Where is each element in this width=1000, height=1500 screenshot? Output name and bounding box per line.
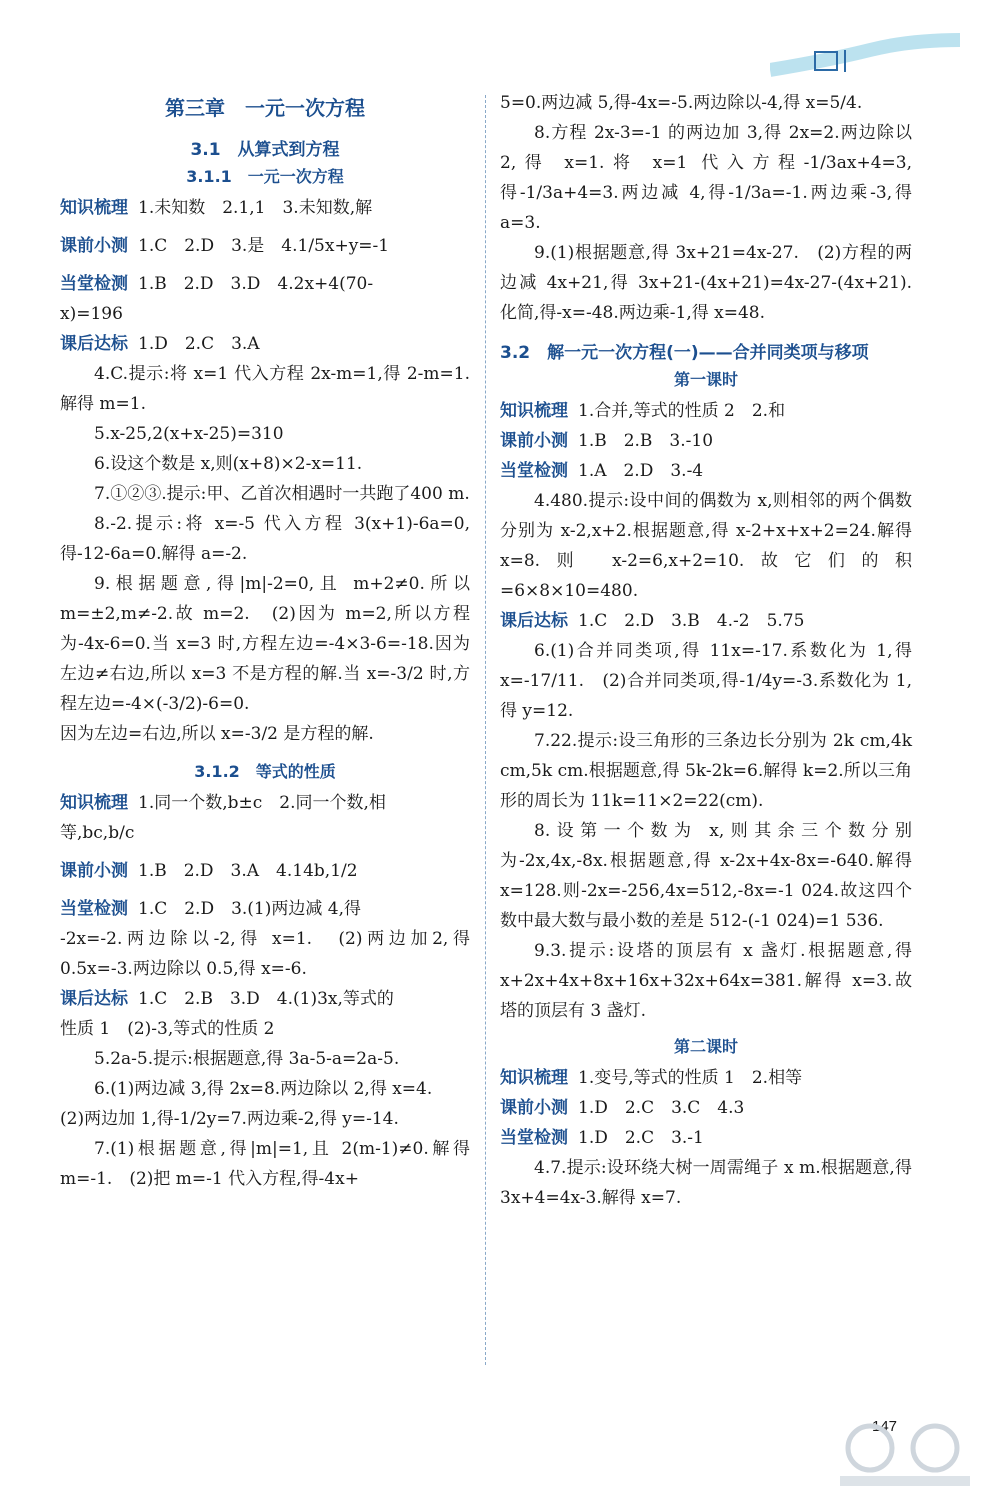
answer-row (60, 193, 470, 223)
answer-row (60, 269, 470, 299)
row-tag: 课后达标 (60, 334, 128, 354)
row-text: 1.D 2.C 3.C 4.3 (578, 1098, 745, 1118)
page-number: 147 (872, 1418, 898, 1435)
answer-paragraph: 7.①②③.提示:甲、乙首次相遇时一共跑了400 m. (94, 484, 470, 504)
answer-paragraph: 5.2a-5.提示:根据题意,得 3a-5-a=2a-5. (94, 1049, 400, 1069)
row-tag: 当堂检测 (500, 461, 568, 481)
continuation-text: 等,bc,b/c (60, 823, 135, 843)
row-text: 1.C 2.D 3.B 4.-2 5.75 (578, 611, 805, 631)
section-3-1-title: 3.1 从算式到方程 (190, 140, 340, 160)
row-text: 1.D 2.C 3.A (138, 334, 260, 354)
answer-paragraph: 因为左边=右边,所以 x=-3/2 是方程的解. (60, 724, 374, 744)
row-text: 1.C 2.B 3.D 4.(1)3x,等式的 (138, 989, 394, 1009)
row-tag: 知识梳理 (500, 1068, 568, 1088)
answer-paragraph: 9.(1)根据题意,得 3x+21=4x-27. (2)方程的两边减 4x+21,得 3x+21-(4x+21)=4x-27-(4x+21).化简,得-x=-48.两边乘-1,得 x=48. (500, 243, 912, 323)
row-tag: 课后达标 (500, 611, 568, 631)
row-text: 1.变号,等式的性质 1 2.相等 (578, 1068, 803, 1088)
answer-paragraph: 6.(1)两边减 3,得 2x=8.两边除以 2,得 x=4. (94, 1079, 433, 1099)
answer-row (60, 788, 470, 818)
answer-paragraph: 6.设这个数是 x,则(x+8)×2-x=11. (94, 454, 363, 474)
row-text: 1.A 2.D 3.-4 (578, 461, 704, 481)
answer-paragraph: 4.C.提示:将 x=1 代入方程 2x-m=1,得 2-m=1.解得 m=1. (60, 364, 470, 414)
answer-row (60, 231, 470, 261)
answer-paragraph: 4.7.提示:设环绕大树一周需绳子 x m.根据题意,得 3x+4=4x-3.解得 x=7. (500, 1158, 912, 1208)
row-tag: 知识梳理 (500, 401, 568, 421)
answer-row (500, 606, 912, 636)
row-tag: 课前小测 (60, 236, 128, 256)
answer-row (60, 856, 470, 886)
row-text: 1.未知数 2.1,1 3.未知数,解 (138, 198, 373, 218)
answer-paragraph: 8.设第一个数为 x,则其余三个数分别为-2x,4x,-8x.根据题意,得 x-2x+4x-8x=-640.解得 x=128.则-2x=-256,4x=512,-8x=-1 024.故这四个数中最大数与最小数的差是 512-(-1 024)=1 536. (500, 821, 912, 931)
row-tag: 课前小测 (500, 1098, 568, 1118)
answer-paragraph: 7.(1)根据题意,得|m|=1,且 2(m-1)≠0.解得 m=-1. (2)把 m=-1 代入方程,得-4x+ (60, 1139, 470, 1189)
row-text: 1.C 2.D 3.是 4.1/5x+y=-1 (138, 236, 390, 256)
answer-row (500, 456, 912, 486)
header-decoration (770, 30, 960, 80)
row-text: 1.C 2.D 3.(1)两边减 4,得 (138, 899, 362, 919)
row-text: 1.B 2.B 3.-10 (578, 431, 714, 451)
answer-row (500, 1063, 912, 1093)
answer-paragraph: 9.根据题意,得|m|-2=0,且 m+2≠0.所以 m=±2,m≠-2.故 m=2. (2)因为 m=2,所以方程为-4x-6=0.当 x=3 时,方程左边=-4×3-6=-18.因为左边≠右边,所以 x=3 不是方程的解.当 x=-3/2 时,方程左边=-4×(-3/2)-6=0. (60, 574, 470, 714)
answer-paragraph: (2)两边加 1,得-1/2y=7.两边乘-2,得 y=-14. (60, 1109, 399, 1129)
answer-paragraph: 5=0.两边减 5,得-4x=-5.两边除以-4,得 x=5/4. (500, 93, 863, 113)
section-3-1-1-title: 3.1.1 一元一次方程 (186, 167, 344, 186)
section-3-1-2-title: 3.1.2 等式的性质 (194, 762, 336, 781)
row-tag: 当堂检测 (500, 1128, 568, 1148)
row-text: 1.D 2.C 3.-1 (578, 1128, 704, 1148)
row-tag: 当堂检测 (60, 899, 128, 919)
lesson-one-title: 第一课时 (673, 370, 738, 389)
right-column (500, 88, 912, 1213)
row-text: 1.B 2.D 3.A 4.14b,1/2 (138, 861, 358, 881)
answer-paragraph: 8.方程 2x-3=-1 的两边加 3,得 2x=2.两边除以 2,得 x=1.将 x=1 代入方程-1/3ax+4=3,得-1/3a+4=3.两边减 4,得-1/3a=-1.两边乘-3,得 a=3. (500, 123, 912, 233)
answer-paragraph: 7.22.提示:设三角形的三条边长分别为 2k cm,4k cm,5k cm.根据题意,得 5k-2k=6.解得 k=2.所以三角形的周长为 11k=11×2=22(cm). (500, 731, 912, 811)
chapter-title: 第三章 一元一次方程 (165, 96, 365, 120)
answer-paragraph: 6.(1)合并同类项,得 11x=-17.系数化为 1,得 x=-17/11. (2)合并同类项,得-1/4y=-3.系数化为 1,得 y=12. (500, 641, 912, 721)
continuation-text: 性质 1 (2)-3,等式的性质 2 (60, 1019, 275, 1039)
answer-row (60, 329, 470, 359)
answer-row (500, 396, 912, 426)
row-text: 1.合并,等式的性质 2 2.和 (578, 401, 786, 421)
column-divider (485, 95, 486, 1365)
watermark-logo (830, 1420, 980, 1490)
row-text: 1.同一个数,b±c 2.同一个数,相 (138, 793, 386, 813)
row-tag: 课前小测 (500, 431, 568, 451)
answer-row (500, 1123, 912, 1153)
answer-paragraph: 8.-2.提示:将 x=-5 代入方程 3(x+1)-6a=0,得-12-6a=0.解得 a=-2. (60, 514, 470, 564)
row-tag: 知识梳理 (60, 793, 128, 813)
answer-paragraph: 4.480.提示:设中间的偶数为 x,则相邻的两个偶数分别为 x-2,x+2.根据题意,得 x-2+x+x+2=24.解得 x=8.则 x-2=6,x+2=10.故它们的积=6×8×10=480. (500, 491, 912, 601)
row-tag: 知识梳理 (60, 198, 128, 218)
answer-row (60, 894, 470, 924)
lesson-two-title: 第二课时 (673, 1037, 738, 1056)
continuation-text: x)=196 (60, 304, 123, 324)
row-tag: 当堂检测 (60, 274, 128, 294)
left-column (60, 88, 470, 1194)
row-tag: 课前小测 (60, 861, 128, 881)
section-3-2-title: 3.2 解一元一次方程(一)——合并同类项与移项 (500, 343, 869, 363)
answer-row (500, 426, 912, 456)
row-tag: 课后达标 (60, 989, 128, 1009)
answer-paragraph: 9.3.提示:设塔的顶层有 x 盏灯.根据题意,得 x+2x+4x+8x+16x+32x+64x=381.解得 x=3.故塔的顶层有 3 盏灯. (500, 941, 912, 1021)
answer-row (60, 984, 470, 1014)
answer-paragraph: 5.x-25,2(x+x-25)=310 (94, 424, 284, 444)
continuation-text: -2x=-2.两边除以-2,得 x=1. (2)两边加2,得 0.5x=-3.两边除以 0.5,得 x=-6. (60, 929, 470, 979)
row-text: 1.B 2.D 3.D 4.2x+4(70- (138, 274, 374, 294)
answer-row (500, 1093, 912, 1123)
